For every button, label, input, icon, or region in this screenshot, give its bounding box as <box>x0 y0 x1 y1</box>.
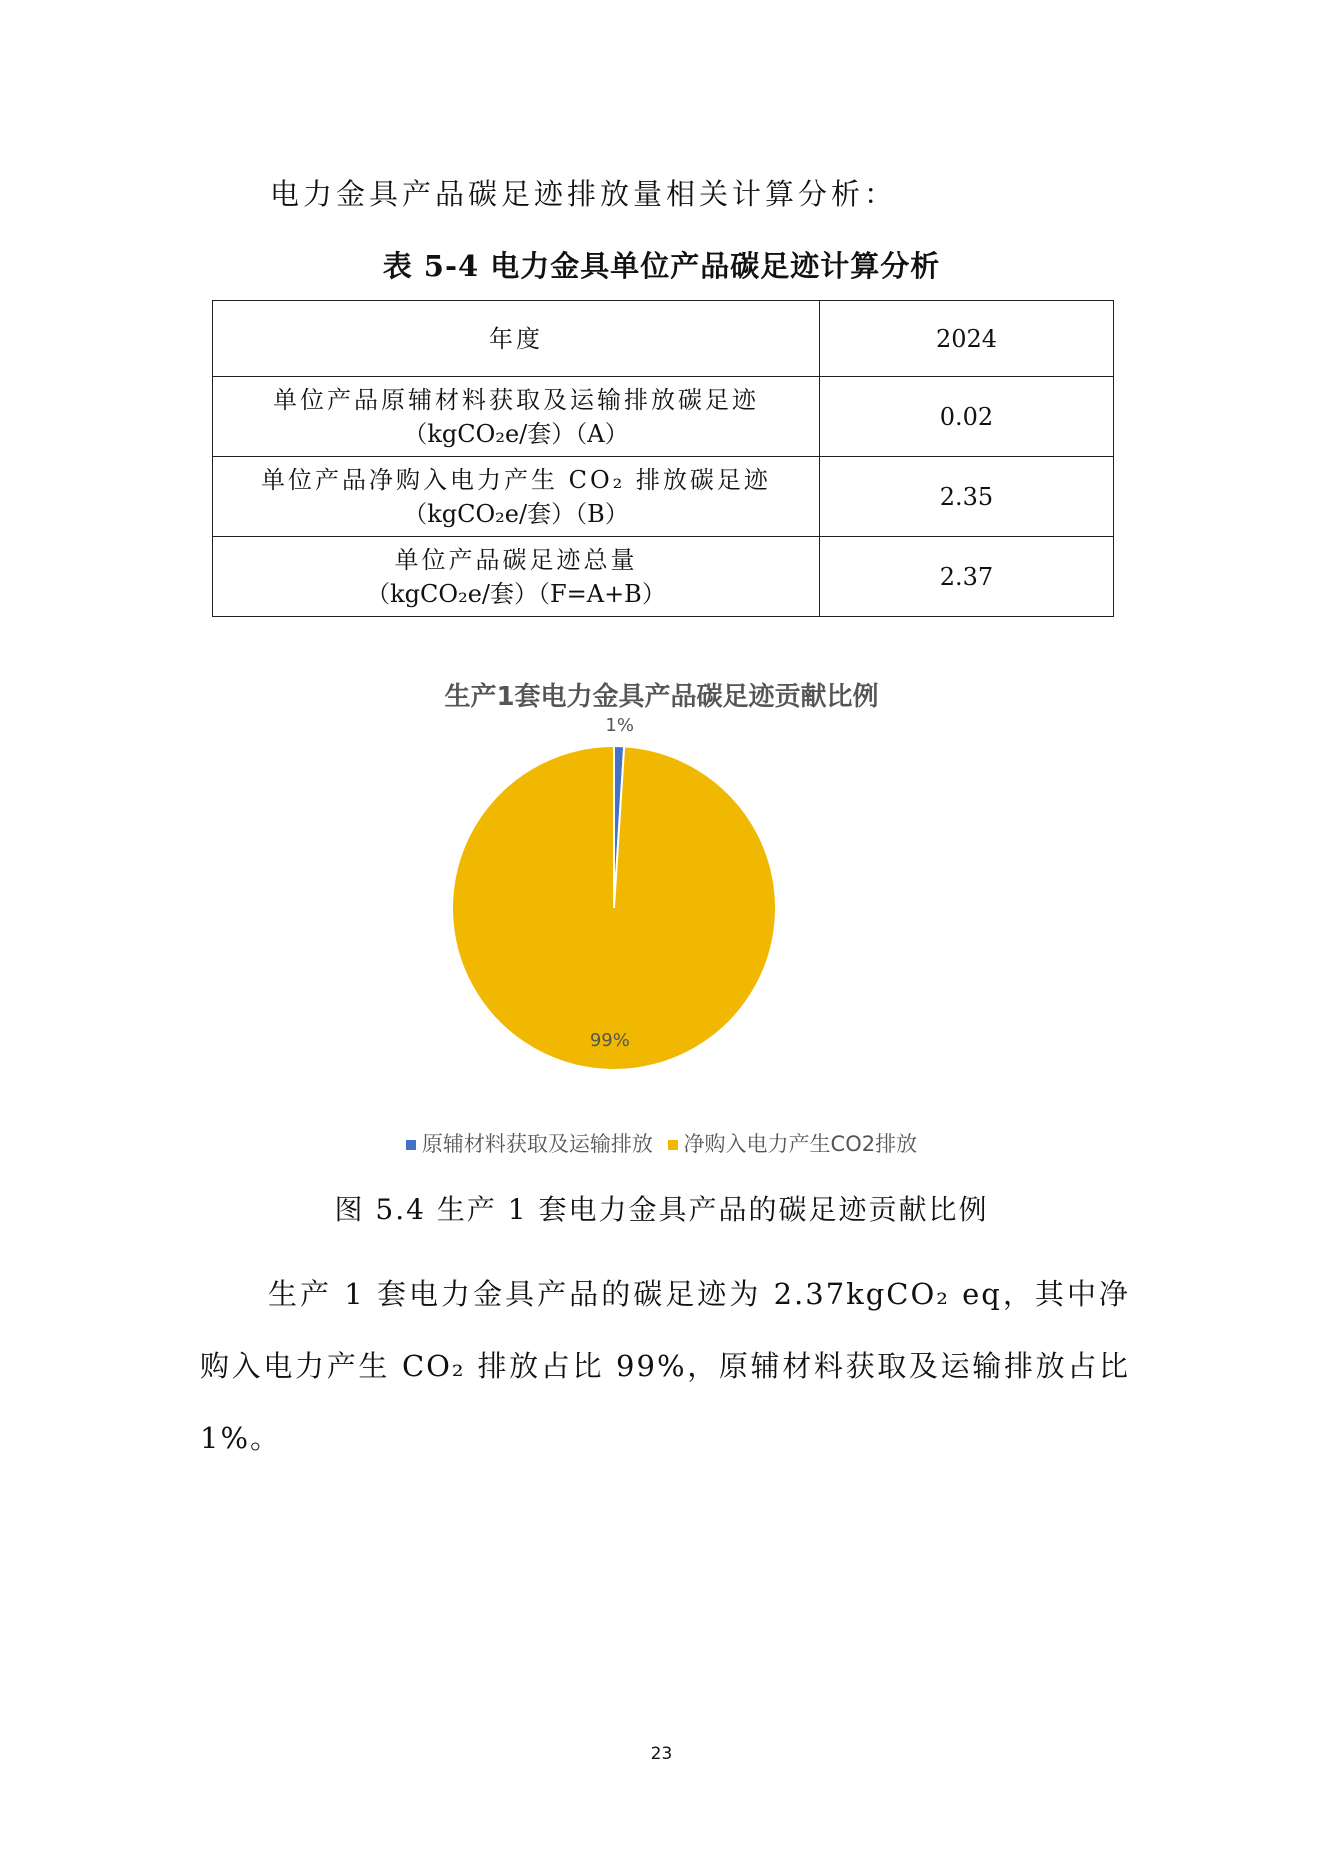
row-label-line1: 单位产品碳足迹总量 <box>394 545 638 574</box>
legend-label: 净购入电力产生CO2排放 <box>683 1132 918 1156</box>
table-row <box>213 537 1114 617</box>
table-row <box>213 377 1114 457</box>
legend-swatch <box>406 1140 416 1150</box>
row-label <box>213 457 820 537</box>
pie-data-label: 99% <box>589 1029 630 1051</box>
carbon-footprint-table <box>212 300 1114 617</box>
header-value: 2024 <box>819 301 1113 377</box>
row-label <box>213 537 820 617</box>
page-number: 23 <box>650 1744 673 1764</box>
pie-data-label: 1% <box>605 715 634 737</box>
row-value: 2.37 <box>819 537 1113 617</box>
legend-label: 原辅材料获取及运输排放 <box>421 1132 653 1156</box>
intro-text: 电力金具产品碳足迹排放量相关计算分析： <box>270 177 898 211</box>
row-label-line2: （kgCO₂e/套）（B） <box>403 499 629 528</box>
legend-item <box>406 1132 653 1156</box>
row-value: 0.02 <box>819 377 1113 457</box>
table-caption: 表 5-4 电力金具单位产品碳足迹计算分析 <box>382 249 941 283</box>
pie-chart <box>440 712 880 1112</box>
chart-title: 生产1套电力金具产品碳足迹贡献比例 <box>444 682 879 712</box>
pie-slice <box>452 746 776 1070</box>
figure-caption: 图 5.4 生产 1 套电力金具产品的碳足迹贡献比例 <box>334 1193 989 1226</box>
legend-swatch <box>668 1140 678 1150</box>
body-paragraph: 生产 1 套电力金具产品的碳足迹为 2.37kgCO₂ eq，其中净购入电力产生 CO₂ 排放占比 99%，原辅材料获取及运输排放占比 1%。 <box>200 1277 1130 1455</box>
row-label-line2: （kgCO₂e/套）（A） <box>403 419 629 448</box>
row-label-line2: （kgCO₂e/套）（F=A+B） <box>366 579 666 608</box>
header-label: 年度 <box>213 301 820 377</box>
table-header-row <box>213 301 1114 377</box>
row-value: 2.35 <box>819 457 1113 537</box>
legend-item <box>668 1132 918 1156</box>
row-label <box>213 377 820 457</box>
row-label-line1: 单位产品原辅材料获取及运输排放碳足迹 <box>272 385 759 414</box>
row-label-line1: 单位产品净购入电力产生 CO₂ 排放碳足迹 <box>261 465 771 494</box>
table-row <box>213 457 1114 537</box>
chart-legend <box>0 1128 1323 1158</box>
